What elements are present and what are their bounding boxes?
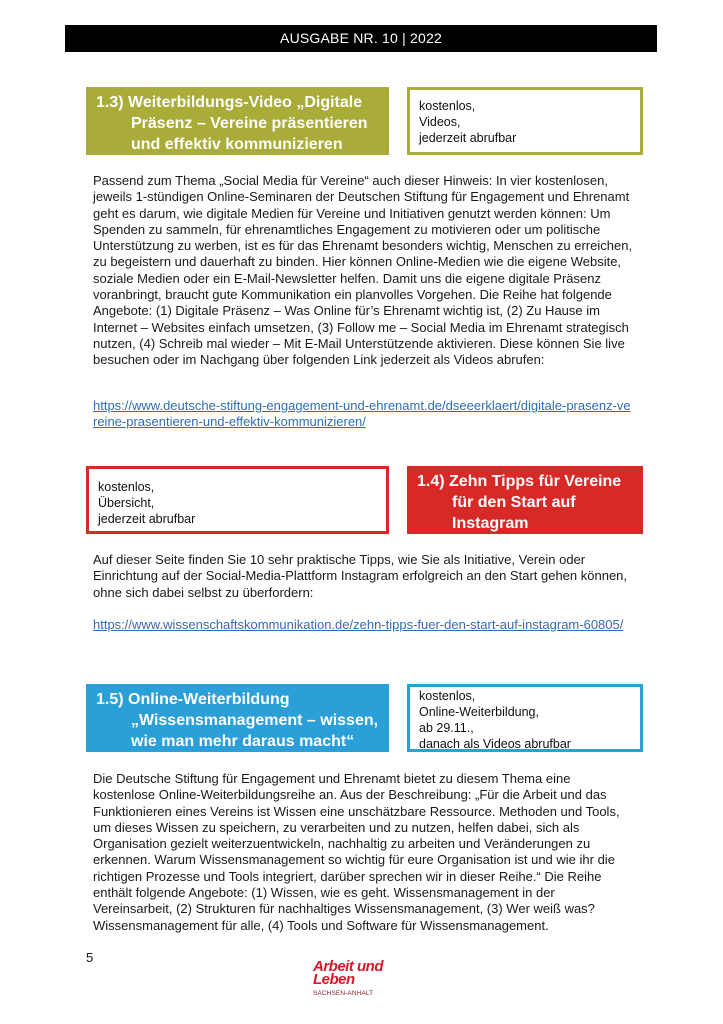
- section-1-4-info-box: [86, 466, 389, 534]
- section-1-4-body: Auf dieser Seite finden Sie 10 sehr praktische Tipps, wie Sie als Initiative, Verein oder Einrichtung auf der Social-Media-Plattform Instagram erfolgreich an den Start gehen können, ohne sich dabei selbst zu überfordern:: [93, 552, 628, 600]
- section-1-3-body: Passend zum Thema „Social Media für Vereine“ auch dieser Hinweis: In vier kostenlosen, jeweils 1-stündigen Online-Seminaren der Deutschen Stiftung für Engagement und Ehrenamt geht es darum, wie digitale Medien für Vereine und Initiativen genutzt werden können: Um Spenden zu sammeln, für ehrenamtliches Engagement zu motivieren oder um politische Unterstützung zu werben, ist es für das Ehrenamt besonders wichtig, Menschen zu erreichen, zu begeistern und dauerhaft zu binden. Hier können Online-Medien wie die eigene Website, soziale Medien oder ein E-Mail-Newsletter helfen. Damit uns die eigene digitale Präsenz voranbringt, braucht gute Kommunikation ein planvolles Vorgehen. Die Reihe hat folgende Angebote: (1) Digitale Präsenz – Was Online für’s Ehrenamt wichtig ist, (2) Zu Hause im Internet – Websites einfach umsetzen, (3) Follow me – Social Media im Ehrenamt strategisch nutzen, (4) Schreib mal wieder – Mit E-Mail Unterstützende aktivieren. Diese können Sie live besuchen oder im Nachgang über folgenden Link jederzeit als Videos abrufen:: [93, 173, 633, 368]
- title-line: 1.4) Zehn Tipps für Vereine: [417, 473, 622, 490]
- issue-title: AUSGABE NR. 10 | 2022: [280, 30, 442, 46]
- section-1-5-body: Die Deutsche Stiftung für Engagement und Ehrenamt bietet zu diesem Thema eine kostenlose Online-Weiterbildungsreihe an. Aus der Beschreibung: „Für die Arbeit und das Funktionieren eines Vereins ist Wissen eine unschätzbare Ressource. Methoden und Tools, um dieses Wissen zu speichern, zu verarbeiten und zu nutzen, helfen dabei, sich als Organisation gezielt weiterzuentwickeln, nachhaltig zu arbeiten und Veränderungen zu erkennen. Warum Wissensmanagement so wichtig für eure Organisation ist und wie ihr die richtigen Prozesse und Tools integriert, darüber sprechen wir in dieser Reihe.“ Die Reihe enthält folgende Angebote: (1) Wissen, wie es geht. Wissensmanagement in der Vereinsarbeit, (2) Strukturen für nachhaltiges Wissensmanagement, (3) Wer weiß was? Wissensmanagement für alle, (4) Tools und Software für Wissensmanagement.: [93, 771, 620, 933]
- info-line: Online-Weiterbildung,: [419, 705, 539, 719]
- title-line: „Wissensmanagement – wissen,: [131, 712, 379, 729]
- section-1-3-title: [86, 87, 389, 155]
- section-1-5-info-box: [407, 684, 643, 752]
- title-line: 1.5) Online-Weiterbildung: [96, 691, 290, 708]
- title-line: und effektiv kommunizieren: [131, 136, 343, 153]
- title-line: 1.3) Weiterbildungs-Video „Digitale: [96, 94, 363, 111]
- info-line: Videos,: [419, 115, 461, 129]
- page-number: 5: [86, 950, 94, 965]
- title-line: Instagram: [452, 515, 529, 532]
- logo-line: Arbeit und: [313, 958, 383, 975]
- arbeit-und-leben-logo: [313, 960, 383, 997]
- info-line: kostenlos,: [419, 99, 476, 113]
- section-1-3-info-box: [407, 87, 643, 155]
- logo-line: Leben: [313, 971, 355, 988]
- title-line: für den Start auf: [452, 494, 576, 511]
- info-line: ab 29.11.,: [419, 721, 474, 735]
- title-line: Präsenz – Vereine präsentieren: [131, 115, 368, 132]
- logo-subtitle: SACHSEN-ANHALT: [313, 990, 374, 997]
- title-line: wie man mehr daraus macht“: [131, 733, 355, 750]
- section-1-4-link[interactable]: https://www.wissenschaftskommunikation.de/zehn-tipps-fuer-den-start-auf-instagram-60805/: [93, 617, 624, 632]
- section-1-3-link[interactable]: https://www.deutsche-stiftung-engagement-und-ehrenamt.de/dseeerklaert/digitale-prasenz-vereine-prasentieren-und-effektiv-kommunizieren/: [93, 398, 631, 430]
- info-line: danach als Videos abrufbar: [419, 737, 571, 751]
- issue-header-bar: [65, 25, 657, 52]
- info-line: kostenlos,: [98, 480, 155, 494]
- info-line: jederzeit abrufbar: [419, 131, 517, 145]
- info-line: kostenlos,: [419, 689, 476, 703]
- section-1-4-title: [407, 466, 643, 534]
- info-line: Übersicht,: [98, 496, 155, 510]
- section-1-5-title: [86, 684, 389, 752]
- info-line: jederzeit abrufbar: [98, 512, 196, 526]
